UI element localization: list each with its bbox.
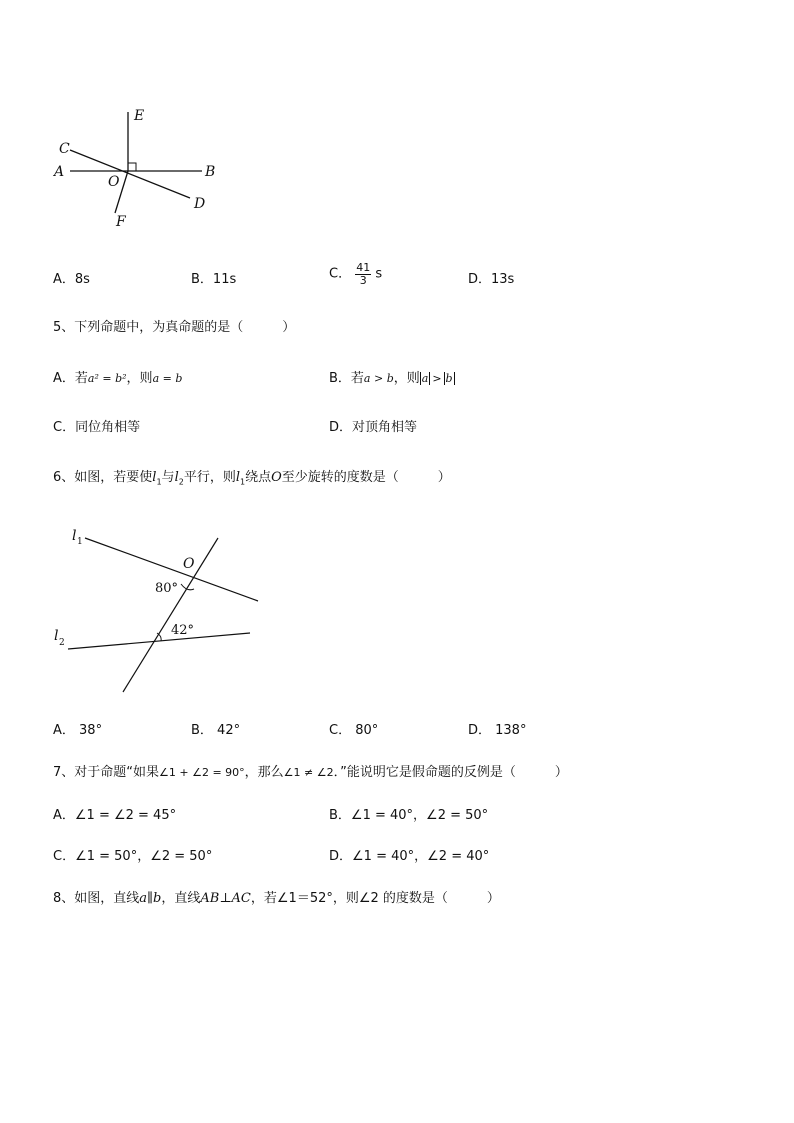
q4-option-b: B．11s [191, 272, 237, 287]
q6-l1-sub: 1 [156, 477, 162, 487]
label-a: A [54, 164, 65, 180]
q6-o: O [271, 470, 282, 485]
q6-l2: l [174, 470, 179, 485]
q4-option-c-unit: s [375, 266, 383, 282]
q8-perpendicular: AB⊥AC [200, 891, 251, 906]
label-b: B [205, 164, 216, 180]
q8-stem-2: ，直线 [161, 891, 201, 906]
line-l2 [68, 633, 250, 649]
q5-b-prefix: B．若 [329, 371, 364, 386]
fig-l2: l [54, 628, 59, 644]
q4-figure [50, 100, 230, 235]
q4-option-c [329, 262, 382, 287]
q5-b-abs-a: a [421, 372, 429, 385]
fig-l2-sub: 2 [59, 638, 65, 648]
q6-l1: l [152, 470, 157, 485]
q5-b-abs-b: b [445, 372, 453, 385]
q6-figure [50, 520, 270, 700]
q5-option-c: C．同位角相等 [53, 420, 141, 435]
q5-a-result: a = b [152, 372, 183, 385]
q6-stem-2: 与 [161, 470, 175, 485]
q6-stem-4: 绕点 [245, 470, 272, 485]
q5-option-d: D．对顶角相等 [329, 420, 418, 435]
q6-l1b: l [235, 470, 241, 485]
line-cd [70, 150, 190, 198]
q8-parallel: a∥b [139, 891, 162, 906]
label-f: F [116, 214, 126, 230]
q5-stem: 5、下列命题中，为真命题的是（ ） [53, 320, 296, 335]
q8-stem [53, 891, 500, 907]
q6-stem-5: 至少旋转的度数是（ ） [281, 470, 451, 485]
q6-option-a: A． 38° [53, 723, 103, 738]
q7-stem-2: ，那么 [244, 765, 284, 780]
right-angle-mark [128, 163, 136, 171]
q6-option-d: D． 138° [468, 723, 527, 738]
q5-option-b [329, 371, 455, 387]
q7-option-d: D．∠1 = 40°，∠2 = 40° [329, 849, 490, 864]
q7-option-a: A．∠1 = ∠2 = 45° [53, 808, 177, 823]
q6-l1b-sub: 1 [240, 477, 246, 487]
q4-option-a: A．8s [53, 272, 90, 287]
q7-stem-3: ．”能说明它是假命题的反例是（ ） [333, 765, 568, 780]
fraction-denominator: 3 [359, 274, 367, 287]
fraction-numerator: 41 [356, 261, 371, 274]
label-e: E [134, 108, 145, 124]
q6-stem-1: 6、如图，若要使 [53, 470, 153, 485]
q7-stem [53, 765, 568, 781]
q5-b-mid: ，则 [393, 371, 420, 386]
q8-stem-1: 8、如图，直线 [53, 891, 140, 906]
fig-l1-sub: 1 [77, 537, 83, 547]
q5-a-mid: ，则 [126, 371, 153, 386]
q4-option-c-fraction [355, 262, 371, 287]
q6-l2-sub: 2 [178, 477, 184, 487]
q5-b-cond: a > b [363, 372, 394, 385]
q8-stem-3: ，若∠1＝52°，则∠2 的度数是（ ） [250, 891, 500, 906]
q5-b-gt: > [432, 372, 442, 385]
q7-option-c: C．∠1 = 50°，∠2 = 50° [53, 849, 213, 864]
q7-stem-expr2: ∠1 ≠ ∠2 [283, 766, 334, 779]
q7-stem-expr1: ∠1 + ∠2 = 90° [159, 766, 245, 779]
line-transversal [123, 538, 218, 692]
label-d: D [194, 196, 206, 212]
label-c: C [59, 141, 70, 157]
q5-option-a [53, 371, 182, 387]
q5-a-prefix: A．若 [53, 371, 88, 386]
q7-option-b: B．∠1 = 40°，∠2 = 50° [329, 808, 489, 823]
q6-stem [53, 470, 451, 491]
q7-stem-1: 7、对于命题“如果 [53, 765, 160, 780]
q6-stem-3: 平行，则 [183, 470, 236, 485]
q4-option-d: D．13s [468, 272, 515, 287]
q4-option-c-prefix: C． [329, 266, 352, 282]
q6-option-b: B． 42° [191, 723, 241, 738]
fig-o: O [183, 556, 195, 572]
label-o: O [108, 174, 120, 190]
fig-angle-42: 42° [171, 623, 195, 638]
fig-l1: l [72, 528, 77, 544]
q5-a-cond: a² = b² [87, 372, 127, 385]
fig-angle-80: 80° [155, 581, 179, 596]
q6-option-c: C． 80° [329, 723, 379, 738]
